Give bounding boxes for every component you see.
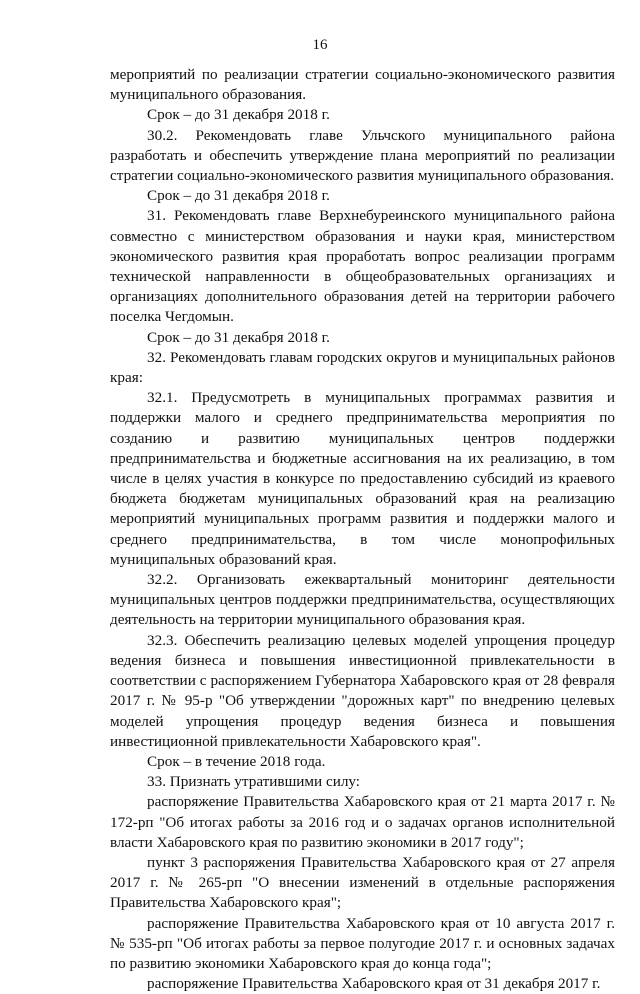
- paragraph-deadline: Срок – до 31 декабря 2018 г.: [147, 328, 330, 346]
- page-number: 16: [312, 37, 328, 53]
- paragraph-deadline: Срок – до 31 декабря 2018 г.: [147, 106, 330, 124]
- paragraph-item-32-3: 32.3. Обеспечить реализацию целевых моделей упрощения процедур ведения бизнеса и повышения инвестиционной привлекательности в соответствии с распоряжением Губернатора Хабаровского края от 28 февраля 2017 г. № 95-р "Об утверждении "дорожных карт" по внедрению целевых моделей упрощения процедур ведения бизнеса и повышения инвестиционной привлекательности Хабаровского края".: [110, 631, 615, 750]
- paragraph-repealed-act: распоряжение Правительства Хабаровского края от 31 декабря 2017 г.: [147, 975, 601, 993]
- paragraph-item-32-1: 32.1. Предусмотреть в муниципальных программах развития и поддержки малого и среднего предпринимательства мероприятия по созданию и развитию муниципальных центров поддержки предпринимательства и бюджетные ассигнования на их реализацию, в том числе в целях участия в конкурсе по предоставлению субсидий из краевого бюджета бюджетам муниципальных образований края на реализацию мероприятий муниципальных программ развития и поддержки малого и среднего предпринимательства, в том числе монопрофильных муниципальных образований края.: [110, 389, 615, 568]
- paragraph-deadline: Срок – в течение 2018 года.: [147, 752, 326, 770]
- paragraph-repealed-act: распоряжение Правительства Хабаровского края от 21 марта 2017 г. № 172-рп "Об итогах работы за 2016 год и о задачах органов исполнительной власти Хабаровского края по развитию экономики в 2017 году";: [110, 793, 615, 851]
- paragraph-item-32-2: 32.2. Организовать ежеквартальный мониторинг деятельности муниципальных центров поддержки предпринимательства, осуществляющих деятельность на территории муниципального образования края.: [110, 571, 615, 629]
- paragraph-repealed-act: распоряжение Правительства Хабаровского края от 10 августа 2017 г. № 535-рп "Об итогах работы за первое полугодие 2017 г. и основных задачах по развитию экономики Хабаровского края до конца года";: [110, 914, 615, 972]
- paragraph-continuation: мероприятий по реализации стратегии социально-экономического развития муниципального образования.: [110, 66, 615, 104]
- paragraph-item-33: 33. Признать утратившими силу:: [147, 773, 361, 791]
- paragraph-repealed-act: пункт 3 распоряжения Правительства Хабаровского края от 27 апреля 2017 г. № 265-рп "О внесении изменений в отдельные распоряжения Правительства Хабаровского края";: [110, 853, 615, 912]
- paragraph-deadline: Срок – до 31 декабря 2018 г.: [147, 187, 330, 205]
- paragraph-item-30-2: 30.2. Рекомендовать главе Ульчского муниципального района разработать и обеспечить утверждение плана мероприятий по реализации стратегии социально-экономического развития муниципального образования.: [110, 126, 615, 185]
- document-body: [110, 65, 615, 994]
- paragraph-item-32: 32. Рекомендовать главам городских округов и муниципальных районов края:: [110, 348, 615, 387]
- paragraph-item-31: 31. Рекомендовать главе Верхнебуреинского муниципального района совместно с министерством образования и науки края, министерством экономического развития края проработать вопрос реализации программ технической направленности в общеобразовательных организациях и организациях дополнительного образования детей на территории рабочего поселка Чегдомын.: [110, 207, 615, 326]
